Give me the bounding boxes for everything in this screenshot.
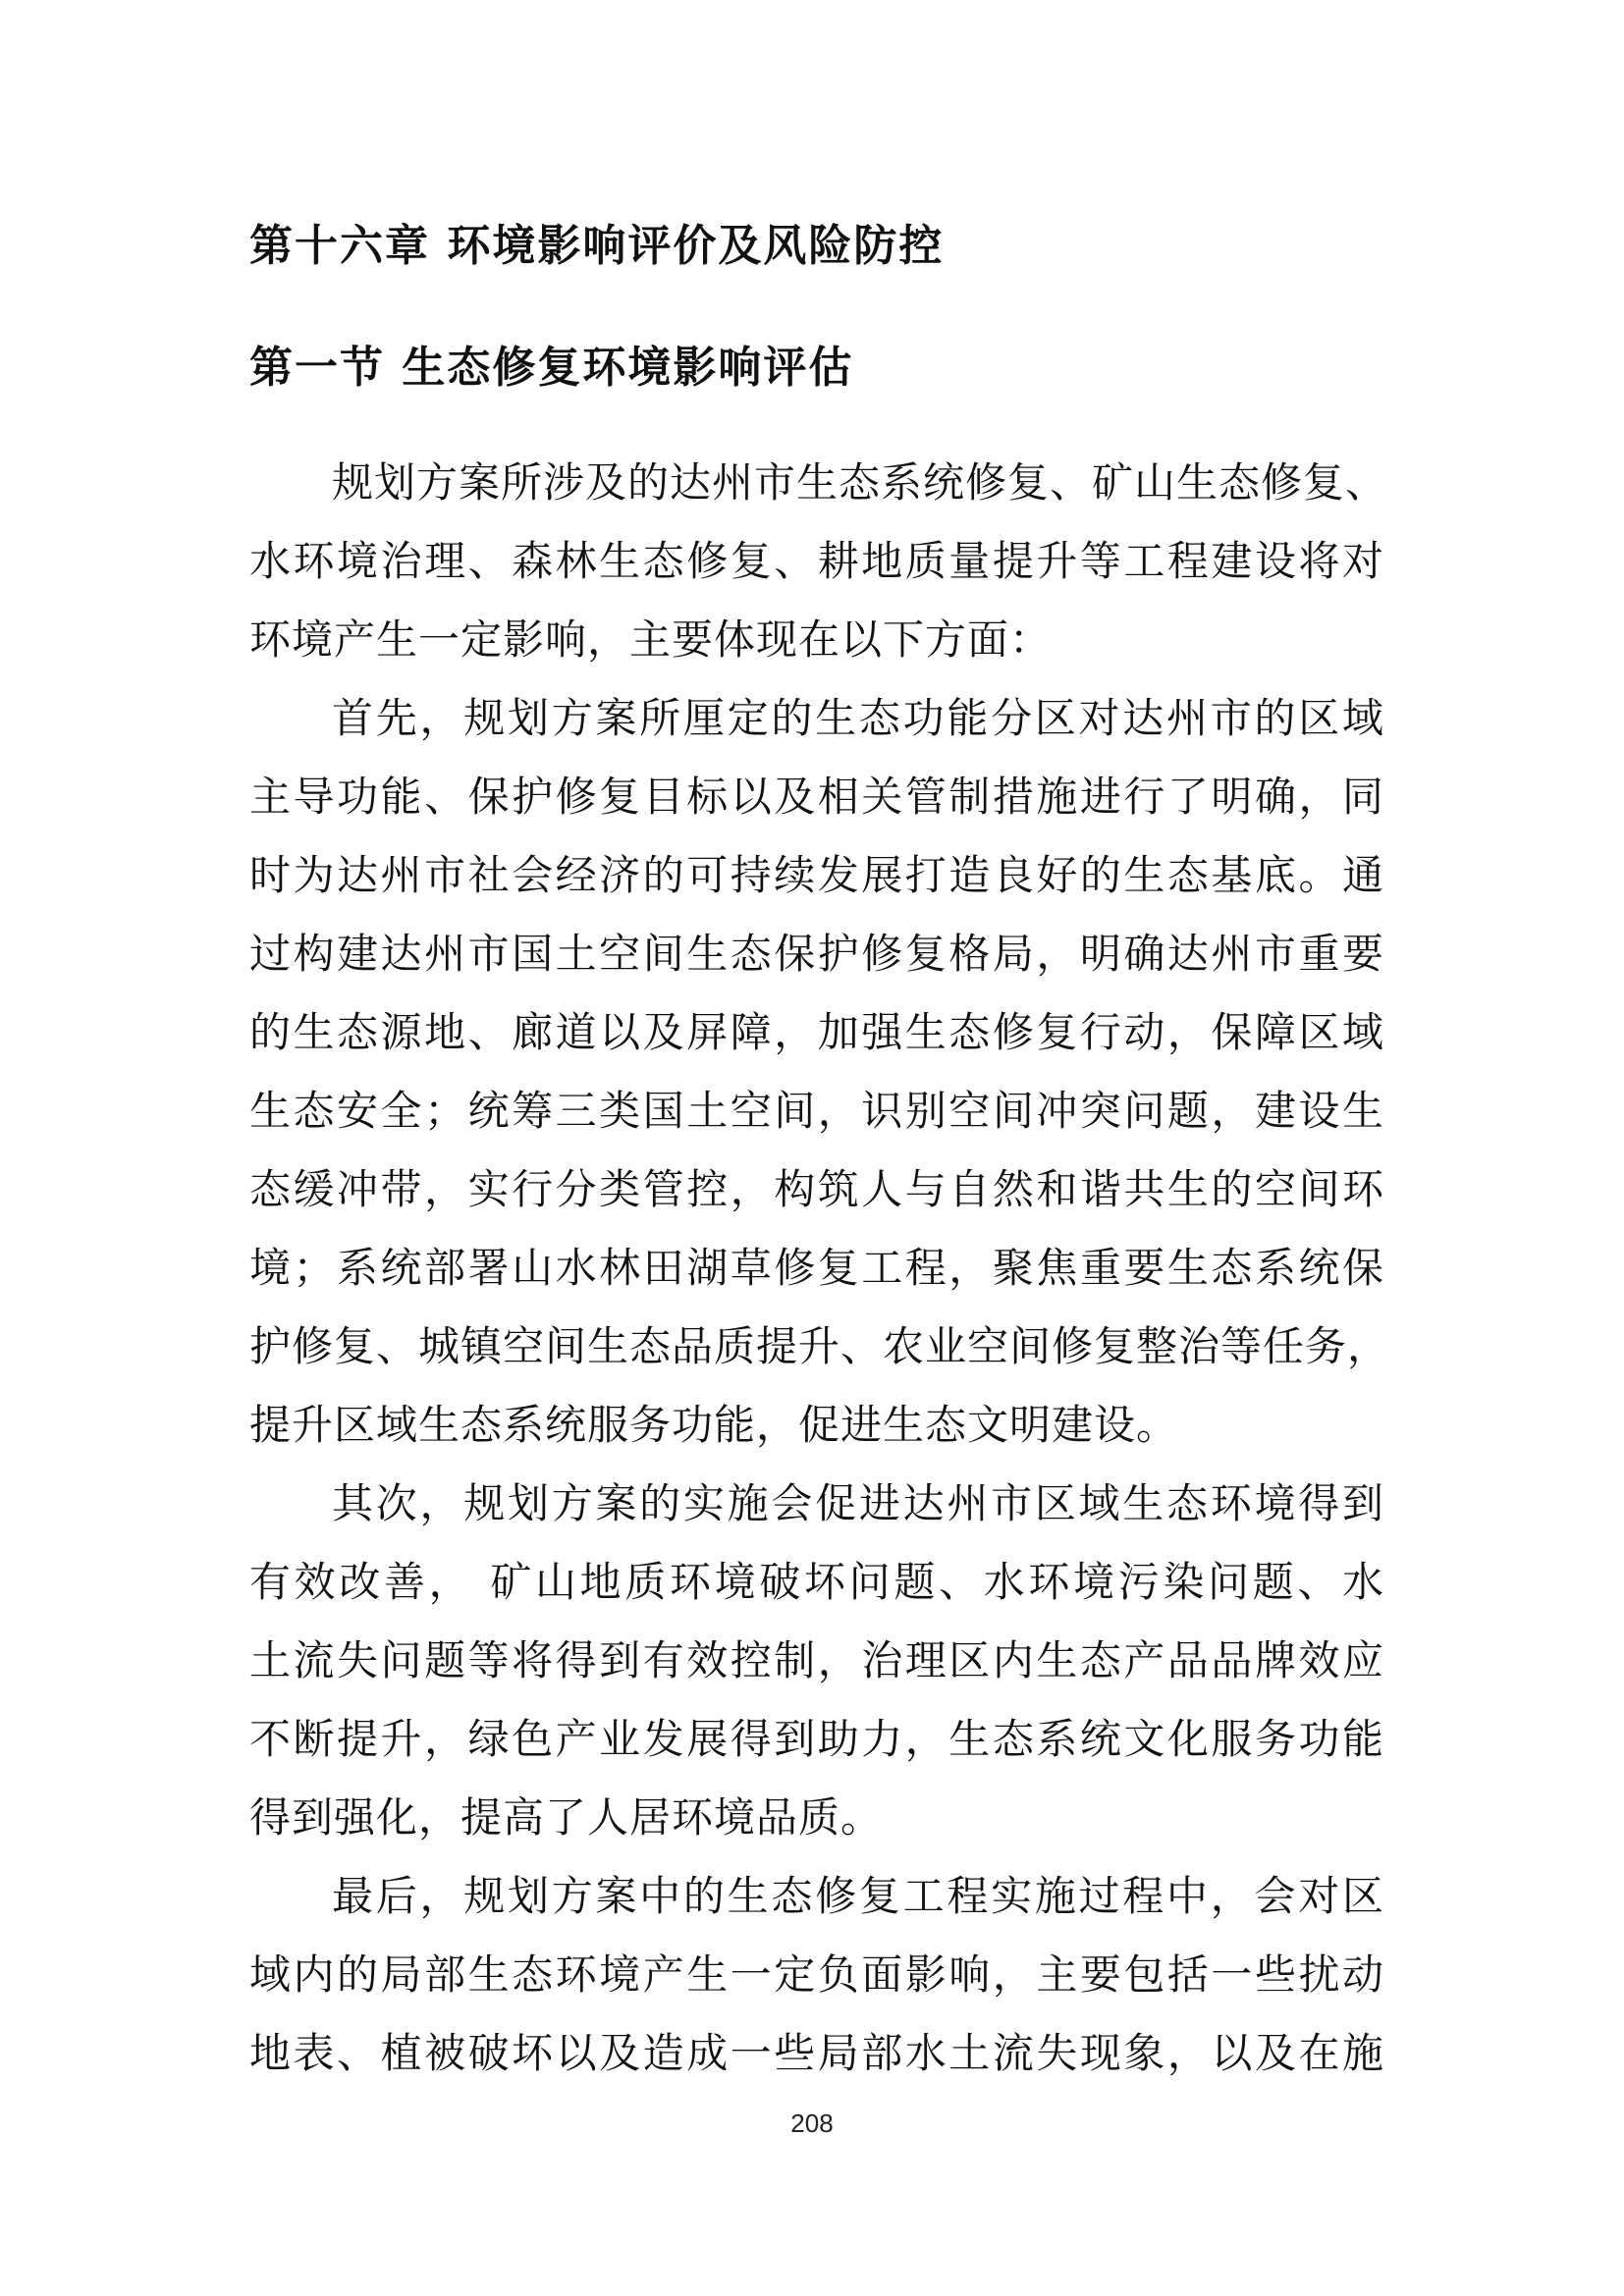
text-line: 主导功能、保护修复目标以及相关管制措施进行了明确，同 — [249, 773, 1384, 821]
chapter-title: 第十六章 环境影响评价及风险防控 — [249, 221, 945, 271]
text-line: 提升区域生态系统服务功能，促进生态文明建设。 — [249, 1401, 1179, 1449]
text-line: 域内的局部生态环境产生一定负面影响，主要包括一些扰动 — [249, 1950, 1384, 1999]
text-line: 环境产生一定影响，主要体现在以下方面： — [249, 615, 1053, 664]
text-line: 土流失问题等将得到有效控制，治理区内生态产品品牌效应 — [249, 1636, 1384, 1684]
text-line: 最后，规划方案中的生态修复工程实施过程中，会对区 — [332, 1872, 1384, 1920]
section-title: 第一节 生态修复环境影响评估 — [249, 343, 854, 393]
text-line: 首先，规划方案所厘定的生态功能分区对达州市的区域 — [332, 694, 1384, 742]
text-line: 不断提升，绿色产业发展得到助力，生态系统文化服务功能 — [249, 1715, 1384, 1763]
text-line: 生态安全；统筹三类国土空间，识别空间冲突问题，建设生 — [249, 1087, 1384, 1135]
text-line: 态缓冲带，实行分类管控，构筑人与自然和谐共生的空间环 — [249, 1165, 1384, 1213]
text-line: 时为达州市社会经济的可持续发展打造良好的生态基底。通 — [249, 851, 1384, 899]
text-line: 地表、植被破坏以及造成一些局部水土流失现象，以及在施 — [249, 2029, 1384, 2077]
text-line: 规划方案所涉及的达州市生态系统修复、矿山生态修复、 — [332, 458, 1388, 507]
text-line: 有效改善， 矿山地质环境破坏问题、水环境污染问题、水 — [249, 1558, 1384, 1606]
text-line: 护修复、城镇空间生态品质提升、农业空间修复整治等任务， — [249, 1322, 1390, 1370]
text-line: 的生态源地、廊道以及屏障，加强生态修复行动，保障区域 — [249, 1008, 1384, 1056]
text-line: 得到强化，提高了人居环境品质。 — [249, 1793, 884, 1842]
text-line: 境；系统部署山水林田湖草修复工程，聚焦重要生态系统保 — [249, 1244, 1384, 1292]
text-line: 水环境治理、森林生态修复、耕地质量提升等工程建设将对 — [249, 537, 1384, 585]
text-line: 过构建达州市国土空间生态保护修复格局，明确达州市重要 — [249, 930, 1384, 978]
page-number: 208 — [790, 2109, 834, 2138]
text-line: 其次，规划方案的实施会促进达州市区域生态环境得到 — [332, 1479, 1384, 1527]
